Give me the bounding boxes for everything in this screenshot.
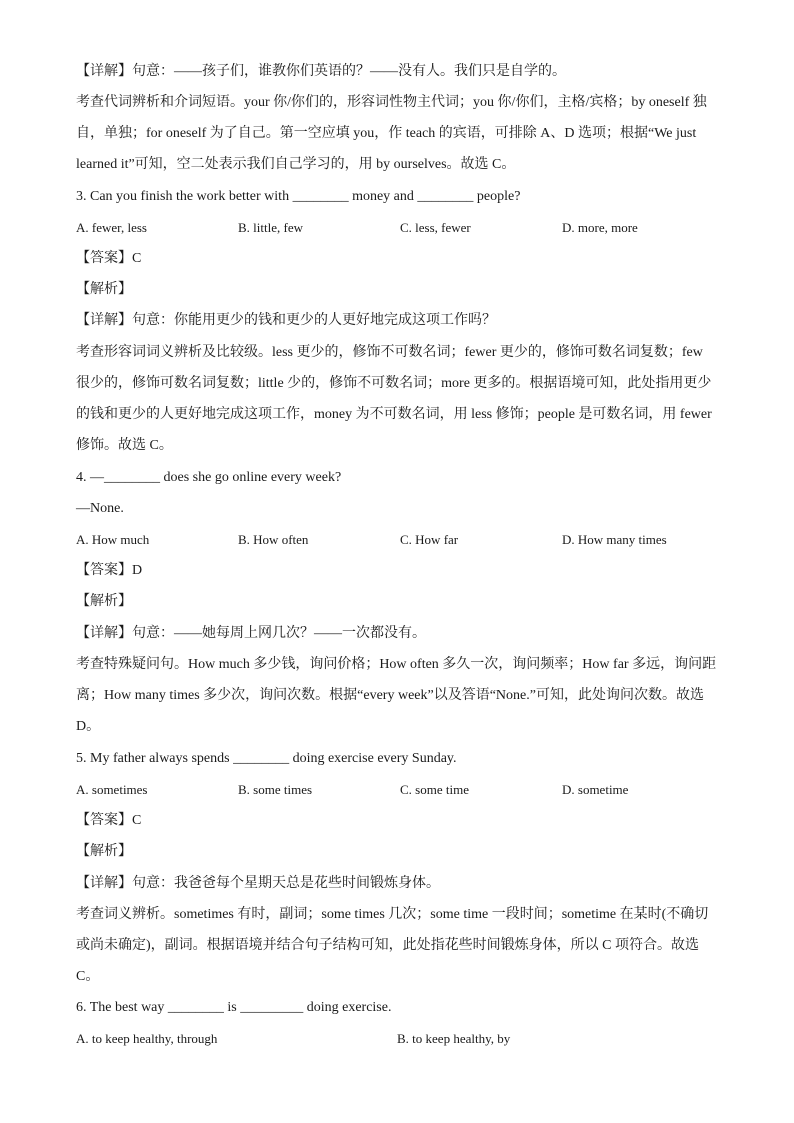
q6-option-a: A. to keep healthy, through (76, 1031, 218, 1046)
q5-analysis-line1: 考查词义辨析。sometimes 有时，副词；some times 几次；some time 一段时间；sometime 在某时(不确切 (76, 907, 709, 922)
q4-option-a: A. How much (76, 532, 150, 547)
q4-stem: 4. —________ does she go online every week? (76, 470, 342, 485)
q3-option-b: B. little, few (238, 220, 303, 235)
q5-option-d: D. sometime (562, 782, 629, 797)
q4-analysis-line3: D。 (76, 719, 101, 734)
q3-option-c: C. less, fewer (400, 220, 471, 235)
q5-option-c: C. some time (400, 782, 469, 797)
q3-option-d: D. more, more (562, 220, 638, 235)
q4-jiexi: 【解析】 (76, 594, 132, 609)
q4-reply: —None. (76, 501, 124, 516)
q3-jiexi: 【解析】 (76, 282, 132, 297)
q5-detail: 【详解】句意：我爸爸每个星期天总是花些时间锻炼身体。 (76, 876, 440, 891)
q4-option-d: D. How many times (562, 532, 667, 547)
q4-option-b: B. How often (238, 532, 309, 547)
q5-answer: 【答案】C (76, 813, 142, 828)
q2-analysis-line3: learned it”可知，空二处表示我们自己学习的，用 by ourselves。故选 C。 (76, 157, 516, 172)
q4-option-c: C. How far (400, 532, 459, 547)
q6-option-b: B. to keep healthy, by (397, 1031, 511, 1046)
q6-stem: 6. The best way ________ is _________ doing exercise. (76, 1000, 392, 1015)
q2-detail: 【详解】句意：——孩子们，谁教你们英语的？——没有人。我们只是自学的。 (76, 64, 566, 79)
q3-analysis-line3: 的钱和更少的人更好地完成这项工作，money 为不可数名词，用 less 修饰；people 是可数名词，用 fewer (76, 407, 712, 422)
q4-analysis-line1: 考查特殊疑问句。How much 多少钱，询问价格；How often 多久一次，询问频率；How far 多远，询问距 (76, 657, 717, 672)
q2-analysis-line1: 考查代词辨析和介词短语。your 你/你们的，形容词性物主代词；you 你/你们，主格/宾格；by oneself 独 (76, 95, 707, 110)
q3-analysis-line4: 修饰。故选 C。 (76, 438, 173, 453)
q5-stem: 5. My father always spends ________ doing exercise every Sunday. (76, 751, 457, 766)
q3-analysis-line2: 很少的，修饰可数名词复数；little 少的，修饰不可数名词；more 更多的。根据语境可知，此处指用更少 (76, 376, 712, 391)
q5-option-b: B. some times (238, 782, 313, 797)
q3-option-a: A. fewer, less (76, 220, 147, 235)
q5-analysis-line3: C。 (76, 969, 100, 984)
q4-answer: 【答案】D (76, 563, 143, 578)
q3-detail: 【详解】句意：你能用更少的钱和更少的人更好地完成这项工作吗？ (76, 313, 496, 328)
q5-analysis-line2: 或尚未确定)，副词。根据语境并结合句子结构可知，此处指花些时间锻炼身体，所以 C 项符合。故选 (76, 938, 699, 953)
q4-analysis-line2: 离；How many times 多少次，询问次数。根据“every week”以及答语“None.”可知，此处询问次数。故选 (76, 688, 704, 703)
q5-jiexi: 【解析】 (76, 844, 132, 859)
q5-option-a: A. sometimes (76, 782, 148, 797)
q2-analysis-line2: 自，单独；for oneself 为了自己。第一空应填 you，作 teach 的宾语，可排除 A、D 选项；根据“We just (76, 126, 697, 141)
q3-stem: 3. Can you finish the work better with ________ money and ________ people? (76, 189, 521, 204)
q3-answer: 【答案】C (76, 251, 142, 266)
q4-detail: 【详解】句意：——她每周上网几次？——一次都没有。 (76, 626, 426, 641)
q3-analysis-line1: 考查形容词词义辨析及比较级。less 更少的，修饰不可数名词；fewer 更少的，修饰可数名词复数；few (76, 345, 703, 360)
